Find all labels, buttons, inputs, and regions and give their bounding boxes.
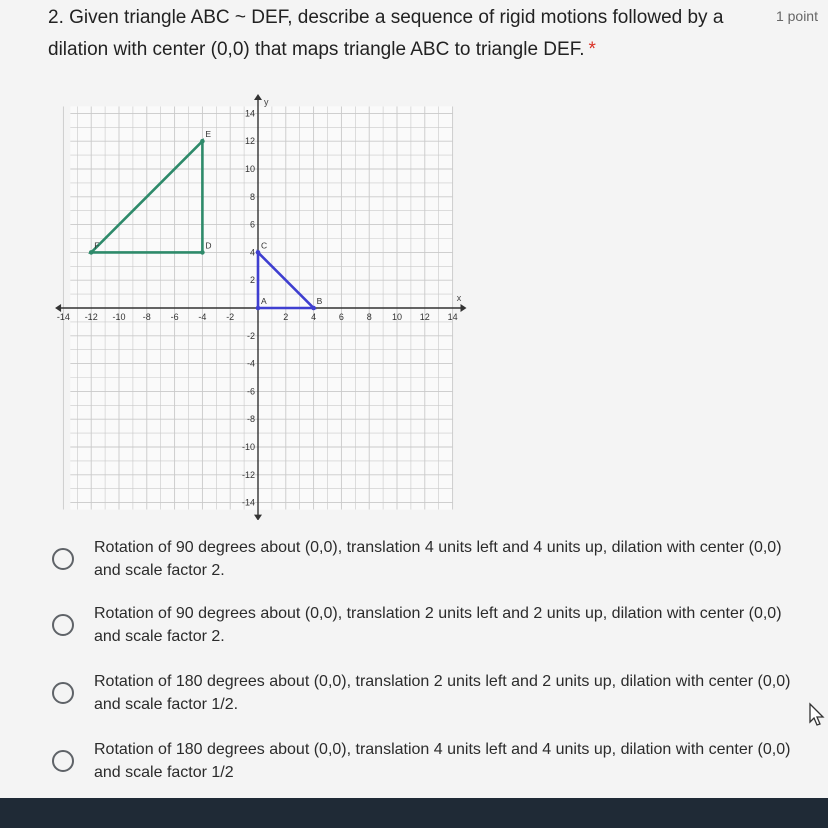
x-tick-label: 12 [419, 312, 430, 322]
vertex-point [311, 306, 316, 311]
question-text [48, 2, 768, 66]
y-tick-label: 4 [249, 247, 255, 258]
y-tick-label: -2 [246, 330, 255, 341]
x-tick-label: 10 [391, 312, 403, 322]
option-3[interactable] [52, 670, 792, 726]
x-axis-label: x [456, 293, 462, 303]
vertex-point [89, 250, 94, 255]
vertex-label: D [205, 240, 212, 251]
y-tick-label: 12 [244, 136, 255, 147]
x-tick-label: -4 [198, 312, 207, 322]
option-label: Rotation of 180 degrees about (0,0), translation 4 units left and 4 units up, dilation with center (0,0) and scale factor 1/2 [94, 741, 791, 781]
radio-button[interactable] [52, 682, 74, 704]
x-tick-label: -12 [84, 312, 98, 322]
y-tick-label: 14 [244, 108, 255, 119]
y-tick-label: 8 [249, 191, 255, 202]
y-tick-label: -10 [241, 442, 255, 452]
vertex-label: A [261, 296, 267, 306]
mouse-pointer-icon [808, 702, 826, 728]
option-1[interactable] [52, 536, 792, 592]
x-tick-label: -2 [226, 312, 235, 322]
vertex-point [200, 139, 205, 144]
vertex-label: E [205, 129, 212, 140]
x-tick-label: -6 [170, 312, 179, 322]
x-tick-label: -14 [56, 312, 70, 322]
y-axis-arrow-up [254, 94, 262, 100]
y-tick-label: -12 [241, 469, 255, 480]
radio-button[interactable] [52, 750, 74, 772]
option-2[interactable] [52, 602, 792, 658]
radio-button[interactable] [52, 614, 74, 636]
coordinate-graph [50, 92, 480, 520]
x-tick-label: -10 [112, 312, 126, 322]
option-4[interactable] [52, 738, 792, 794]
required-marker: * [588, 39, 596, 60]
y-tick-label: 6 [249, 219, 255, 230]
y-tick-label: -6 [246, 386, 255, 397]
question-label: 2. Given triangle ABC ~ DEF, describe a sequence of rigid motions followed by a dilation with center (0,0) that maps triangle ABC to triangle DEF. [48, 7, 724, 60]
y-axis-arrow-down [254, 515, 262, 520]
x-axis-arrow-left [55, 304, 61, 312]
y-tick-label: -14 [241, 497, 255, 508]
vertex-point [256, 306, 261, 311]
radio-button[interactable] [52, 548, 74, 570]
y-tick-label: 2 [249, 275, 255, 286]
x-tick-label: -8 [142, 312, 151, 322]
x-tick-label: 6 [338, 312, 344, 322]
x-tick-label: 14 [447, 312, 458, 322]
x-axis-arrow-right [461, 304, 467, 312]
option-label: Rotation of 90 degrees about (0,0), translation 2 units left and 2 units up, dilation with center (0,0) and scale factor 2. [94, 605, 782, 645]
option-label: Rotation of 90 degrees about (0,0), translation 4 units left and 4 units up, dilation with center (0,0) and scale factor 2. [94, 539, 782, 579]
vertex-label: F [94, 240, 100, 251]
vertex-point [256, 250, 261, 255]
vertex-label: C [261, 240, 268, 251]
x-tick-label: 4 [311, 312, 317, 322]
y-tick-label: 10 [244, 164, 255, 174]
points-label: 1 point [775, 8, 818, 24]
y-axis-label: y [264, 97, 269, 108]
vertex-point [200, 250, 205, 255]
vertex-label: B [316, 296, 323, 306]
option-label: Rotation of 180 degrees about (0,0), translation 2 units left and 2 units up, dilation with center (0,0) and scale factor 1/2. [94, 673, 791, 713]
x-tick-label: 8 [366, 312, 372, 322]
bottom-bar [0, 798, 828, 828]
x-tick-label: 2 [283, 312, 289, 322]
y-tick-label: -8 [246, 414, 255, 425]
y-tick-label: -4 [246, 358, 255, 369]
